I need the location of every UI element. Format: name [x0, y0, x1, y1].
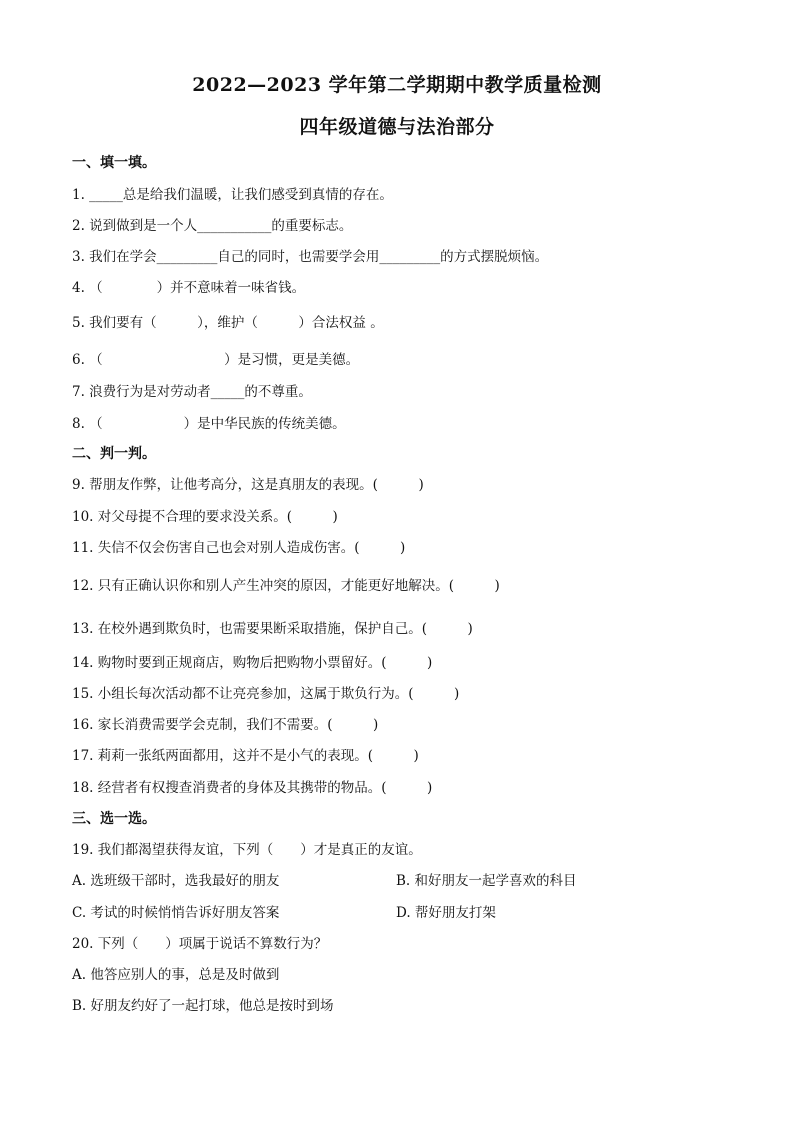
question-20-option-b: B. 好朋友约好了一起打球，他总是按时到场 [72, 998, 334, 1014]
question-14: 14. 购物时要到正规商店，购物后把购物小票留好。( ) [72, 655, 433, 671]
question-20-option-a: A. 他答应别人的事，总是及时做到 [72, 967, 280, 983]
question-18: 18. 经营者有权搜查消费者的身体及其携带的物品。( ) [72, 780, 433, 796]
question-3: 3. 我们在学会_________自己的同时，也需要学会用_________的方式摆脱烦恼。 [72, 249, 549, 265]
question-7: 7. 浪费行为是对劳动者_____的不尊重。 [72, 384, 312, 400]
question-8: 8. （ ）是中华民族的传统美德。 [72, 416, 346, 432]
question-11: 11. 失信不仅会伤害自己也会对别人造成伤害。( ) [72, 540, 406, 556]
question-19-option-a: A. 选班级干部时，选我最好的朋友 [72, 873, 280, 889]
question-16: 16. 家长消费需要学会克制，我们不需要。( ) [72, 717, 379, 733]
question-19-option-d: D. 帮好朋友打架 [396, 905, 496, 921]
question-9: 9. 帮朋友作弊，让他考高分，这是真朋友的表现。( ) [72, 477, 424, 493]
question-17: 17. 莉莉一张纸两面都用，这并不是小气的表现。( ) [72, 748, 419, 764]
question-4: 4. （ ）并不意味着一味省钱。 [72, 280, 306, 296]
question-2: 2. 说到做到是一个人___________的重要标志。 [72, 218, 353, 234]
section-heading-judge: 二、判一判。 [72, 446, 156, 462]
question-12: 12. 只有正确认识你和别人产生冲突的原因，才能更好地解决。( ) [72, 578, 500, 594]
exam-title: 2022—2023 学年第二学期期中教学质量检测 [192, 74, 602, 96]
question-20: 20. 下列（ ）项属于说话不算数行为？ [72, 936, 328, 952]
question-1: 1. _____总是给我们温暖，让我们感受到真情的存在。 [72, 187, 393, 203]
question-19: 19. 我们都渴望获得友谊，下列（ ）才是真正的友谊。 [72, 842, 422, 858]
question-15: 15. 小组长每次活动都不让亮亮参加，这属于欺负行为。( ) [72, 686, 460, 702]
question-19-option-c: C. 考试的时候悄悄告诉好朋友答案 [72, 905, 280, 921]
question-5: 5. 我们要有（ ），维护（ ）合法权益 。 [72, 315, 384, 331]
section-heading-fill: 一、填一填。 [72, 155, 156, 171]
question-6: 6. （ ）是习惯，更是美德。 [72, 352, 360, 368]
question-10: 10. 对父母提不合理的要求没关系。( ) [72, 509, 338, 525]
question-19-option-b: B. 和好朋友一起学喜欢的科目 [396, 873, 577, 889]
exam-subtitle: 四年级道德与法治部分 [299, 116, 495, 138]
question-13: 13. 在校外遇到欺负时，也需要果断采取措施，保护自己。( ) [72, 621, 473, 637]
section-heading-choose: 三、选一选。 [72, 811, 156, 827]
